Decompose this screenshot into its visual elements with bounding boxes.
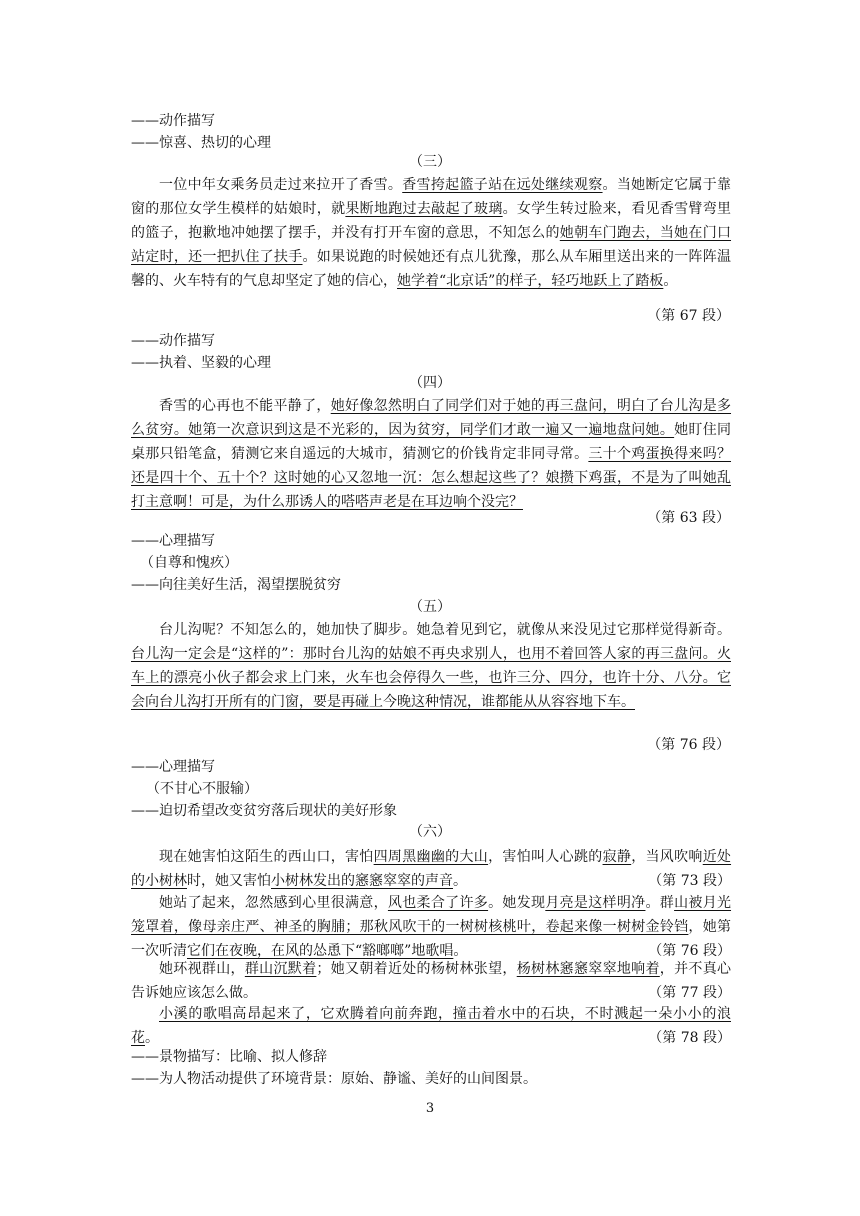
- annotation-note: ——执着、坚毅的心理: [131, 355, 271, 371]
- paragraph-reference: （第 77 段）: [648, 985, 731, 1001]
- paragraph-reference: （第 63 段）: [647, 510, 730, 526]
- excerpt-paragraph: 台儿沟呢？不知怎么的，她加快了脚步。她急着见到它，就像从来没见过它那样觉得新奇。台儿沟一定会是“这样的”：那时台儿沟的姑娘不再央求别人，也用不着回答人家的再三盘问。火车上的漂亮小伙子都会求上门来，火车也会停得久一些，也许三分、四分，也许十分、八分。它会向台儿沟打开所有的门窗，要是再碰上今晚这种情况，谁都能从从容容地下车。: [131, 622, 731, 710]
- annotation-note: （自尊和愧疚）: [140, 555, 238, 571]
- annotation-note: ——动作描写: [131, 113, 215, 129]
- paragraph-reference: （第 78 段）: [648, 1030, 731, 1046]
- excerpt-paragraph: 她环视群山，群山沉默着；她又朝着近处的杨树林张望，杨树林窸窸窣窣地响着，并不真心告诉她应该怎么做。 （第 77 段）: [131, 957, 731, 1005]
- excerpt-paragraph: 小溪的歌唱高昂起来了，它欢腾着向前奔跑，撞击着水中的石块，不时溅起一朵小小的浪花。 （第 78 段）: [131, 1002, 731, 1050]
- excerpt-paragraph: 一位中年女乘务员走过来拉开了香雪。香雪挎起篮子站在远处继续观察。当她断定它属于靠窗的那位女学生模样的姑娘时，就果断地跑过去敲起了玻璃。女学生转过脸来，看见香雪臂弯里的篮子，抱歉地冲她摆了摆手，并没有打开车窗的意思，不知怎么的她朝车门跑去，当她在门口站定时，还一把扒住了扶手。如果说跑的时候她还有点儿犹豫，那么从车厢里送出来的一阵阵温馨的、火车特有的气息却坚定了她的信心，她学着“北京话”的样子，轻巧地跃上了踏板。: [131, 177, 732, 289]
- annotation-note: （不甘心不服输）: [146, 781, 258, 797]
- paragraph-reference: （第 76 段）: [647, 737, 730, 753]
- paragraph-reference: （第 76 段）: [648, 943, 731, 959]
- paragraph-reference: （第 67 段）: [647, 308, 730, 324]
- section-heading: （六）: [409, 824, 451, 840]
- annotation-note: ——向往美好生活，渴望摆脱贫穷: [131, 577, 341, 593]
- section-heading: （五）: [409, 599, 451, 615]
- annotation-note: ——动作描写: [131, 333, 215, 349]
- annotation-note: ——迫切希望改变贫穷落后现状的美好形象: [131, 803, 397, 819]
- excerpt-paragraph: 她站了起来，忽然感到心里很满意，风也柔合了许多。她发现月亮是这样明净。群山被月光笼罩着，像母亲庄严、神圣的胸脯；那秋风吹干的一树树核桃叶，卷起来像一树树金铃铛，她第一次听清它们在夜晚，在风的怂恿下“豁啷啷”地歌唱。 （第 76 段）: [131, 891, 731, 963]
- excerpt-paragraph: 香雪的心再也不能平静了，她好像忽然明白了同学们对于她的再三盘问，明白了台儿沟是多么贫穷。她第一次意识到这是不光彩的，因为贫穷，同学们才敢一遍又一遍地盘问她。她盯住同桌那只铅笔盒，猜测它来自遥远的大城市，猜测它的价钱肯定非同寻常。三十个鸡蛋换得来吗？还是四十个、五十个？这时她的心又忽地一沉：怎么想起这些了？娘攒下鸡蛋，不是为了叫她乱打主意啊！可是，为什么那诱人的嗒嗒声老是在耳边响个没完？: [131, 398, 732, 510]
- excerpt-paragraph: 现在她害怕这陌生的西山口，害怕四周黑幽幽的大山，害怕叫人心跳的寂静，当风吹响近处的小树林时，她又害怕小树林发出的窸窸窣窣的声音。 （第 73 段）: [131, 845, 731, 893]
- annotation-note: ——景物描写：比喻、拟人修辞: [131, 1049, 327, 1065]
- page-number: 3: [425, 1101, 435, 1116]
- annotation-note: ——心理描写: [131, 533, 215, 549]
- annotation-note: ——心理描写: [131, 759, 215, 775]
- annotation-note: ——惊喜、热切的心理: [131, 135, 271, 151]
- annotation-note: ——为人物活动提供了环境背景：原始、静谧、美好的山间图景。: [131, 1071, 537, 1087]
- paragraph-reference: （第 73 段）: [648, 873, 731, 889]
- section-heading: （四）: [409, 375, 451, 391]
- section-heading: （三）: [409, 154, 451, 170]
